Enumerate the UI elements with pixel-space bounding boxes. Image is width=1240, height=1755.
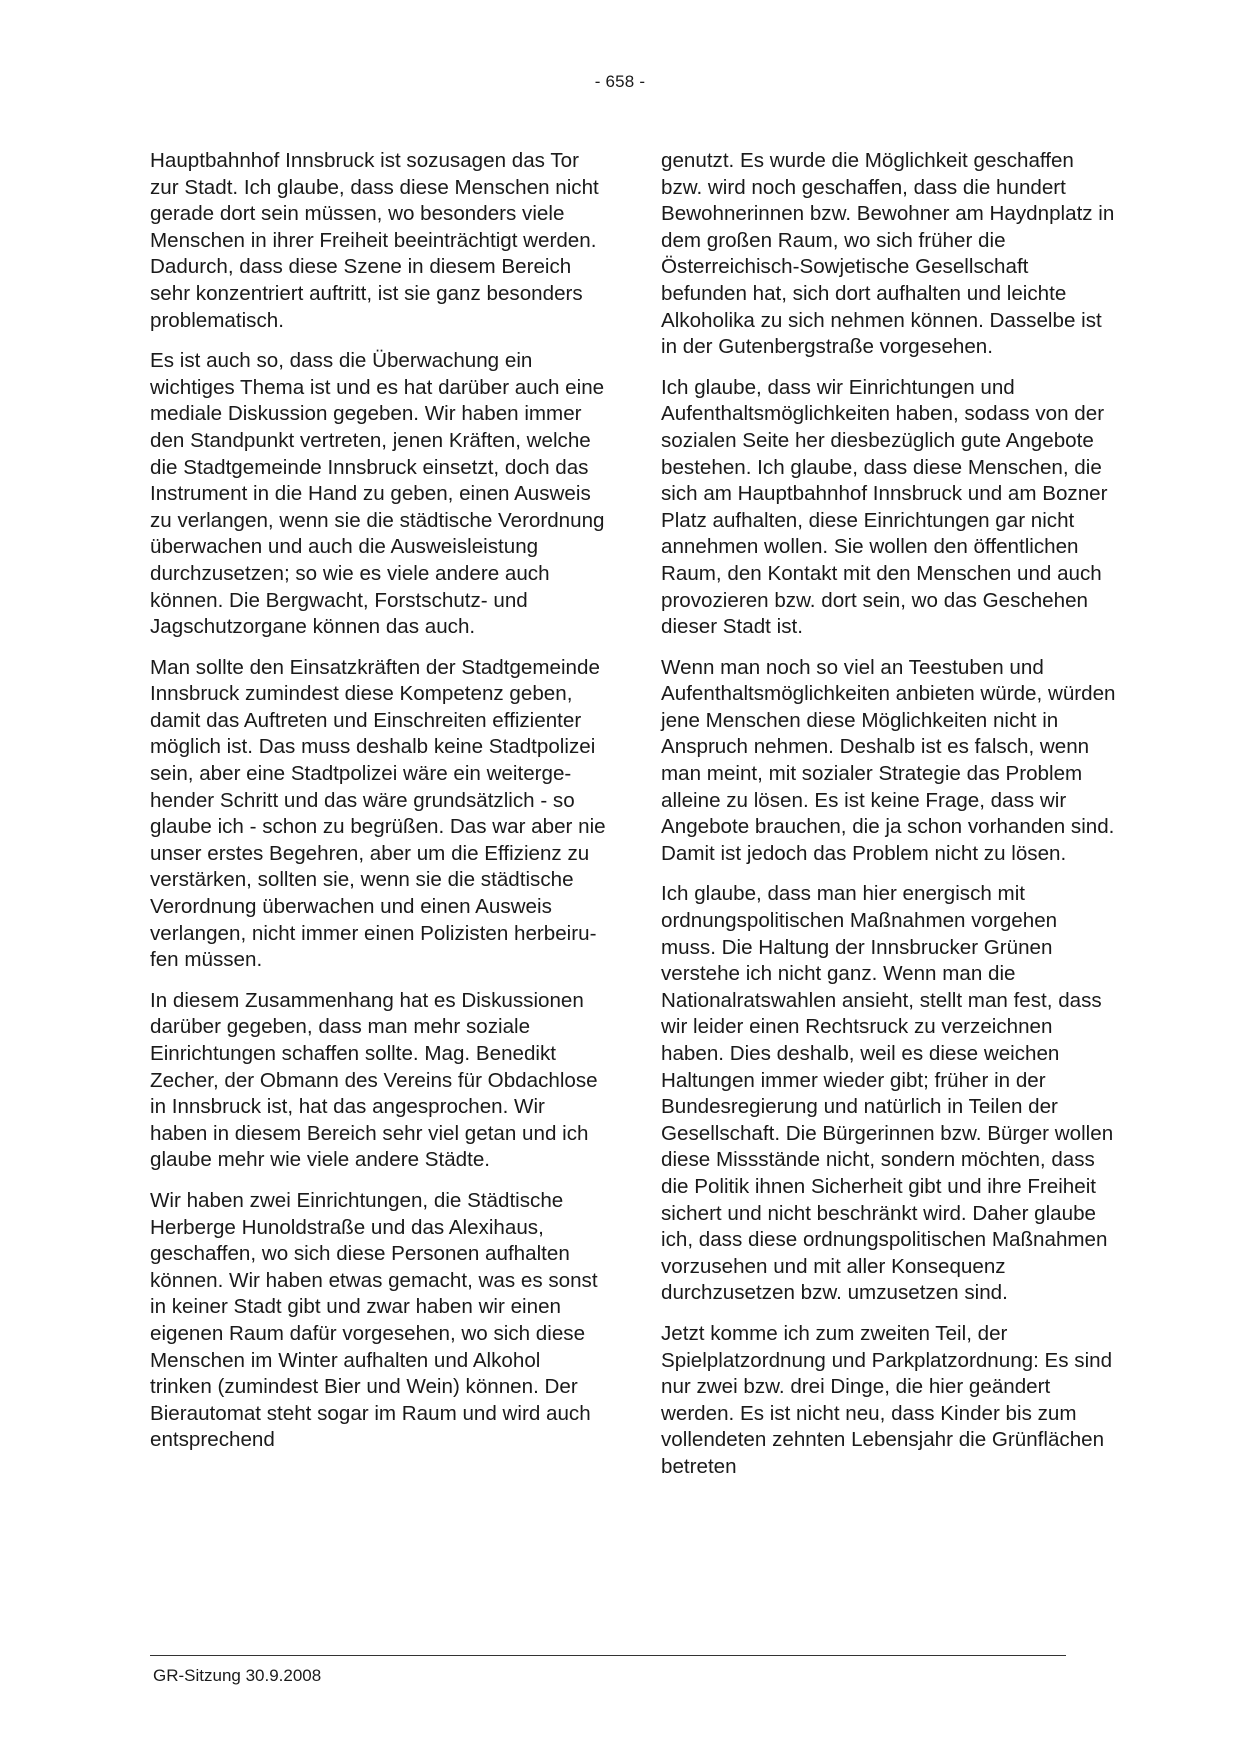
- paragraph: Es ist auch so, dass die Überwachung ein wichtiges Thema ist und es hat darüber auch eine mediale Diskussion gegeben. Wir haben immer den Standpunkt vertreten, jenen Kräften, welche die Stadtgemeinde Innsbruck einsetzt, doch das Instrument in die Hand zu geben, einen Ausweis zu verlangen, wenn sie die städtische Verordnung überwachen und auch die Ausweisleistung durchzusetzen; so wie es viele andere auch können. Die Bergwacht, Forstschutz- und Jagschutzorgane können das auch.: [150, 349, 605, 639]
- paragraph: Wenn man noch so viel an Teestuben und Aufenthaltsmöglichkeiten anbieten würde, würden jene Menschen diese Möglichkeiten nicht in Anspruch nehmen. Deshalb ist es falsch, wenn man meint, mit sozialer Strategie das Problem alleine zu lösen. Es ist keine Frage, dass wir Angebote brauchen, die ja schon vorhanden sind. Damit ist jedoch das Problem nicht zu lösen.: [661, 655, 1116, 865]
- paragraph: Wir haben zwei Einrichtungen, die Städtische Herberge Hunoldstraße und das Alexihaus, geschaffen, wo sich diese Personen aufhalten können. Wir haben etwas gemacht, was es sonst in keiner Stadt gibt und zwar haben wir einen eigenen Raum dafür vorgesehen, wo sich diese Menschen im Winter aufhalten und Alkohol trinken (zumindest Bier und Wein) können. Der Bierautomat steht sogar im Raum und wird auch entsprechend: [150, 1188, 598, 1452]
- paragraph: Ich glaube, dass man hier energisch mit ordnungspolitischen Maßnahmen vorgehen muss. Die Haltung der Innsbrucker Grünen verstehe ich nicht ganz. Wenn man die Nationalratswahlen ansieht, stellt man fest, dass wir leider einen Rechtsruck zu verzeichnen haben. Dies deshalb, weil es diese weichen Haltungen immer wieder gibt; früher in der Bundesregierung und natürlich in Teilen der Gesellschaft. Die Bürgerinnen bzw. Bürger wollen diese Missstände nicht, sondern möchten, dass die Politik ihnen Sicherheit gibt und ihre Freiheit sichert und nicht beschränkt wird. Daher glaube ich, dass diese ordnungspolitischen Maßnahmen vorzusehen und mit aller Konsequenz durchzusetzen bzw. umzusetzen sind.: [661, 882, 1114, 1305]
- footer-session-date: GR-Sitzung 30.9.2008: [153, 1666, 322, 1685]
- right-text-column: [661, 148, 1117, 1495]
- paragraph: Man sollte den Einsatzkräften der Stadtgemeinde Innsbruck zumindest diese Kompetenz geben, damit das Auftreten und Einschreiten effizienter möglich ist. Das muss deshalb keine Stadtpolizei sein, aber eine Stadtpolizei wäre ein weitergehender Schritt und das wäre grundsätzlich - so glaube ich - schon zu begrüßen. Das war aber nie unser erstes Begehren, aber um die Effizienz zu verstärken, sollten sie, wenn sie die städtische Verordnung überwachen und einen Ausweis verlangen, nicht immer einen Polizisten herbeirufen müssen.: [150, 655, 606, 972]
- paragraph: Jetzt komme ich zum zweiten Teil, der Spielplatzordnung und Parkplatzordnung: Es sind nur zwei bzw. drei Dinge, die hier geändert werden. Es ist nicht neu, dass Kinder bis zum vollendeten zehnten Lebensjahr die Grünflächen betreten: [661, 1321, 1113, 1478]
- paragraph: Hauptbahnhof Innsbruck ist sozusagen das Tor zur Stadt. Ich glaube, dass diese Menschen nicht gerade dort sein müssen, wo besonders viele Menschen in ihrer Freiheit beeinträchtigt werden. Dadurch, dass diese Szene in diesem Bereich sehr konzentriert auftritt, ist sie ganz besonders problematisch.: [150, 149, 599, 332]
- left-text-column: [150, 148, 606, 1468]
- footer-divider: [150, 1655, 1066, 1656]
- page-number: - 658 -: [594, 72, 646, 91]
- paragraph: Ich glaube, dass wir Einrichtungen und Aufenthaltsmöglichkeiten haben, sodass von der sozialen Seite her diesbezüglich gute Angebote bestehen. Ich glaube, dass diese Menschen, die sich am Hauptbahnhof Innsbruck und am Bozner Platz aufhalten, diese Einrichtungen gar nicht annehmen wollen. Sie wollen den öffentlichen Raum, den Kontakt mit den Menschen und auch provozieren bzw. dort sein, wo das Geschehen dieser Stadt ist.: [661, 375, 1108, 639]
- paragraph: In diesem Zusammenhang hat es Diskussionen darüber gegeben, dass man mehr soziale Einrichtungen schaffen sollte. Mag. Benedikt Zecher, der Obmann des Vereins für Obdachlose in Innsbruck ist, hat das angesprochen. Wir haben in diesem Bereich sehr viel getan und ich glaube mehr wie viele andere Städte.: [150, 988, 598, 1172]
- paragraph: genutzt. Es wurde die Möglichkeit geschaffen bzw. wird noch geschaffen, dass die hundert Bewohnerinnen bzw. Bewohner am Haydnplatz in dem großen Raum, wo sich früher die Österreichisch-Sowjetische Gesellschaft befunden hat, sich dort aufhalten und leichte Alkoholika zu sich nehmen können. Dasselbe ist in der Gutenbergstraße vorgesehen.: [661, 149, 1115, 359]
